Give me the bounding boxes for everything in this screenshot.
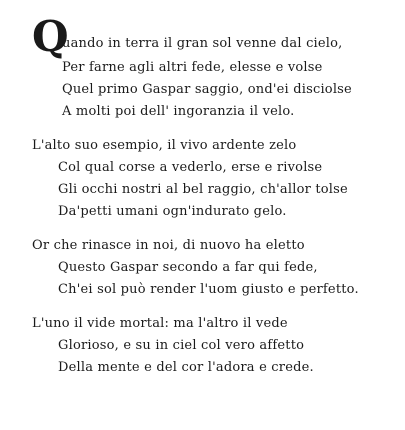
poem-line: Della mente e del cor l'adora e crede. [58,360,314,375]
poem-line: L'alto suo esempio, il vivo ardente zelo [32,138,297,153]
poem-line: Gli occhi nostri al bel raggio, ch'allor tolse [58,182,348,197]
drop-cap: Q [32,12,69,61]
poem-line: Questo Gaspar secondo a far qui fede, [58,260,318,275]
poem-line: Glorioso, e su in ciel col vero affetto [58,338,305,353]
poem-line: A molti poi dell' ingoranzia il velo. [62,104,295,119]
poem-line: Quel primo Gaspar saggio, ond'ei disciolse [62,82,352,97]
poem-line: Da'petti umani ogn'indurato gelo. [58,204,287,219]
poem-line: L'uno il vide mortal: ma l'altro il vede [32,316,288,331]
poem-line: Or che rinasce in noi, di nuovo ha eletto [32,238,305,253]
poem-line: Col qual corse a vederlo, erse e rivolse [58,160,323,175]
poem-line: Per farne agli altri fede, elesse e volse [62,60,323,75]
poem-line: Ch'ei sol può render l'uom giusto e perfetto. [58,282,359,297]
poem-line: uando in terra il gran sol venne dal cielo, [62,36,343,51]
